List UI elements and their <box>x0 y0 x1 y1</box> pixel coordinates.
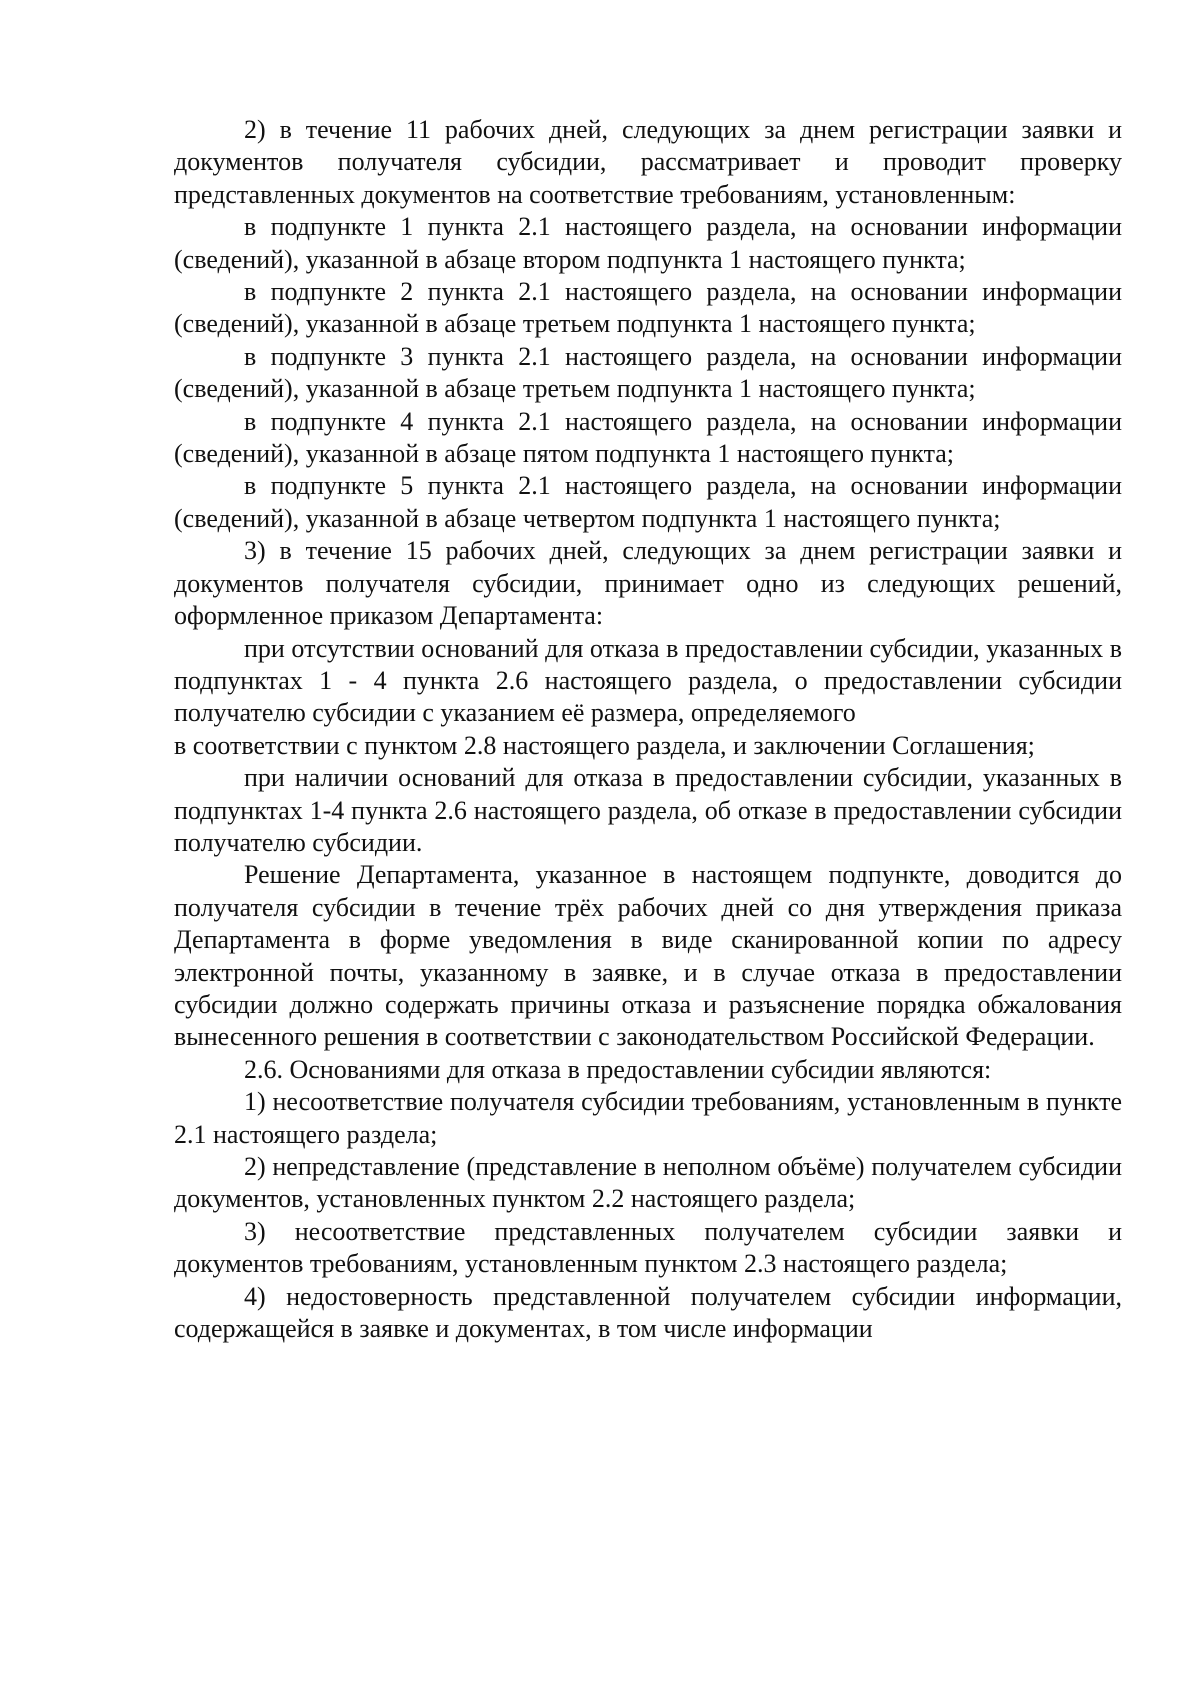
paragraph-decision-grant-continued: в соответствии с пунктом 2.8 настоящего раздела, и заключении Соглашения; <box>174 730 1035 760</box>
paragraph-section-2-6: 2.6. Основаниями для отказа в предоставлении субсидии являются: <box>244 1054 992 1084</box>
paragraph-decision-grant: при отсутствии оснований для отказа в предоставлении субсидии, указанных в подпунктах 1 - 4 пункта 2.6 настоящего раздела, о предоставлении субсидии получателю субсидии с указанием её размера, определяемого <box>174 633 1122 728</box>
paragraph-refusal-ground-2: 2) непредставление (представление в неполном объёме) получателем субсидии документов, установленных пунктом 2.2 настоящего раздела; <box>174 1152 1122 1214</box>
paragraph-subitem-5: в подпункте 5 пункта 2.1 настоящего раздела, на основании информации (сведений), указанной в абзаце четвертом подпункта 1 настоящего пункта; <box>174 471 1122 533</box>
paragraph-item-3-decision: 3) в течение 15 рабочих дней, следующих за днем регистрации заявки и документов получателя субсидии, принимает одно из следующих решений, оформленное приказом Департамента: <box>174 536 1122 631</box>
paragraph-refusal-ground-4: 4) недостоверность представленной получателем субсидии информации, содержащейся в заявке и документах, в том числе информации <box>174 1281 1122 1344</box>
paragraph-subitem-3: в подпункте 3 пункта 2.1 настоящего раздела, на основании информации (сведений), указанной в абзаце третьем подпункта 1 настоящего пункта; <box>174 341 1122 404</box>
paragraph-refusal-ground-1: 1) несоответствие получателя субсидии требованиям, установленным в пункте 2.1 настоящего раздела; <box>174 1087 1122 1149</box>
paragraph-subitem-4: в подпункте 4 пункта 2.1 настоящего раздела, на основании информации (сведений), указанной в абзаце пятом подпункта 1 настоящего пункта; <box>174 406 1122 469</box>
paragraph-refusal-ground-3: 3) несоответствие представленных получателем субсидии заявки и документов требованиям, установленным пунктом 2.3 настоящего раздела; <box>174 1216 1122 1279</box>
document-page <box>174 114 1122 1345</box>
paragraph-subitem-1: в подпункте 1 пункта 2.1 настоящего раздела, на основании информации (сведений), указанной в абзаце втором подпункта 1 настоящего пункта; <box>174 212 1122 274</box>
paragraph-decision-notice: Решение Департамента, указанное в настоящем подпункте, доводится до получателя субсидии в течение трёх рабочих дней со дня утверждения приказа Департамента в форме уведомления в виде сканированной копии по адресу электронной почты, указанному в заявке, и в случае отказа в предоставлении субсидии должно содержать причины отказа и разъяснение порядка обжалования вынесенного решения в соответствии с законодательством Российской Федерации. <box>174 860 1122 1052</box>
paragraph-item-2-review: 2) в течение 11 рабочих дней, следующих за днем регистрации заявки и документов получателя субсидии, рассматривает и проводит проверку представленных документов на соответствие требованиям, установленным: <box>174 115 1122 209</box>
paragraph-subitem-2: в подпункте 2 пункта 2.1 настоящего раздела, на основании информации (сведений), указанной в абзаце третьем подпункта 1 настоящего пункта; <box>174 277 1122 339</box>
paragraph-decision-refusal: при наличии оснований для отказа в предоставлении субсидии, указанных в подпунктах 1-4 пункта 2.6 настоящего раздела, об отказе в предоставлении субсидии получателю субсидии. <box>174 763 1122 857</box>
